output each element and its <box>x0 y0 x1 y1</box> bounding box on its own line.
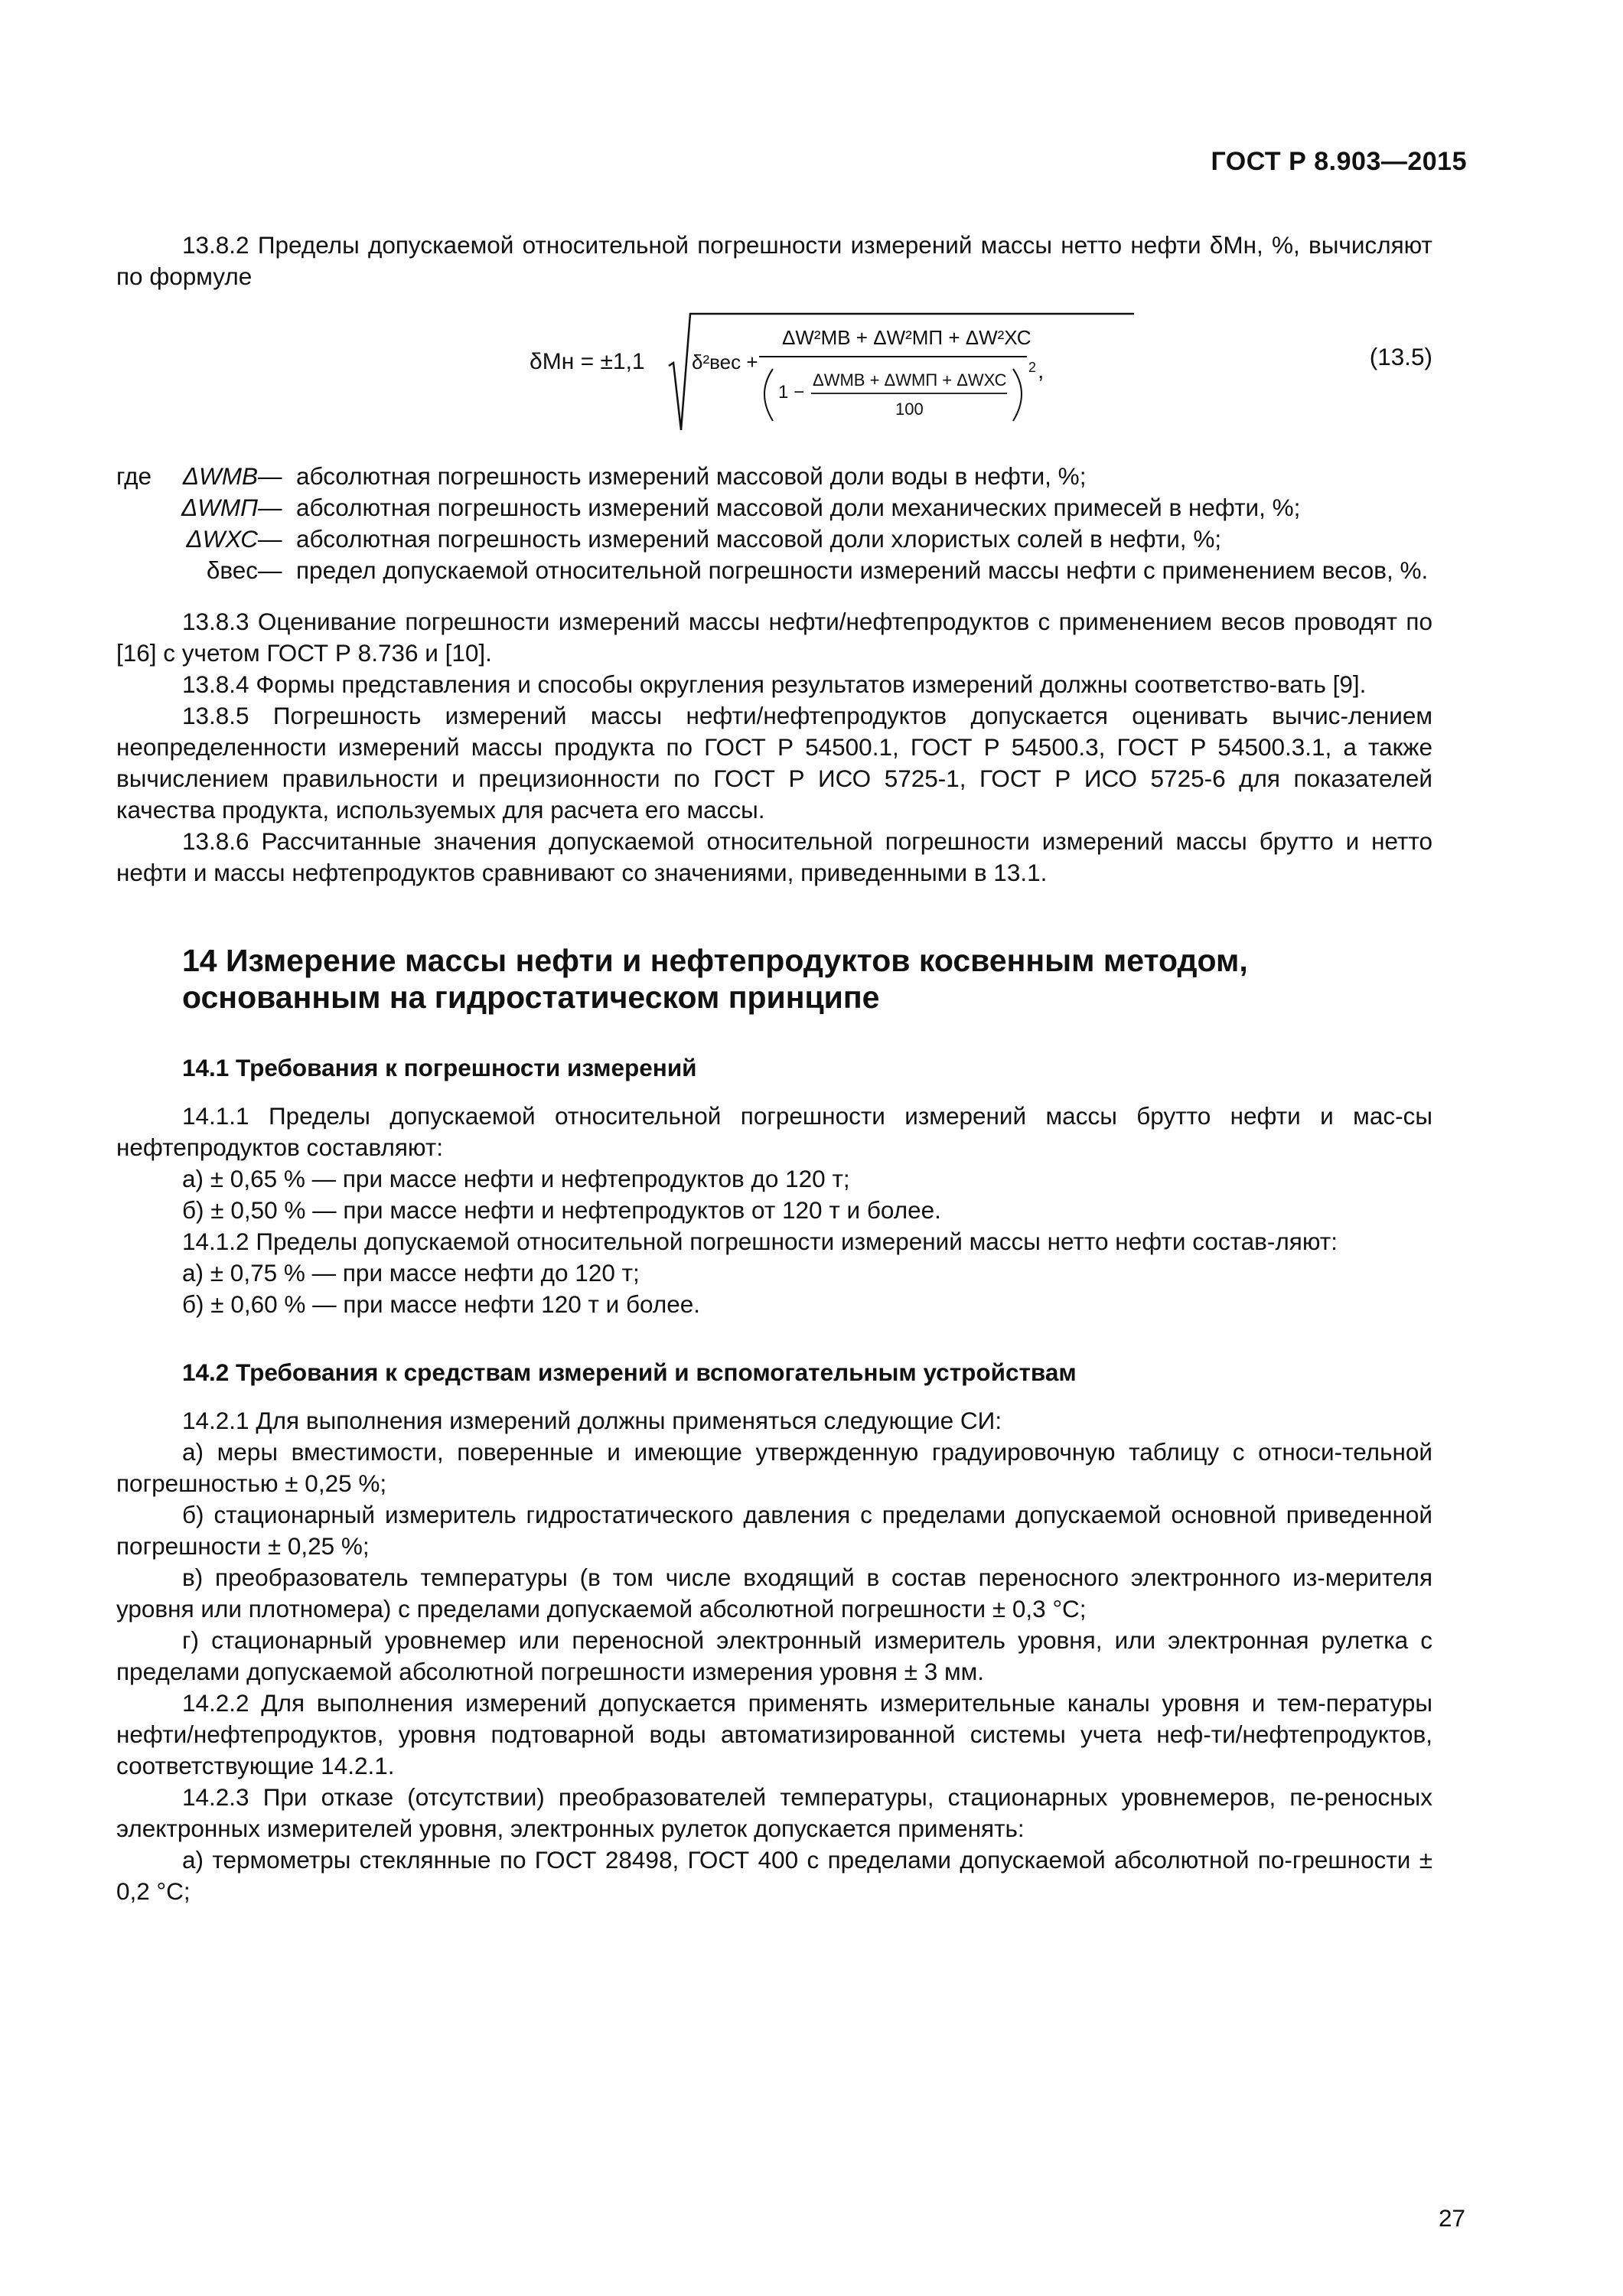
formula-inner-denominator: 100 <box>895 400 924 419</box>
left-paren <box>764 369 773 421</box>
page-content <box>116 230 1432 1907</box>
list-item: б) ± 0,60 % — при массе нефти 120 т и более. <box>182 1290 701 1318</box>
formula-13-5 <box>116 298 1432 444</box>
where-item <box>116 492 1432 523</box>
paragraph-13-8-2: 13.8.2 Пределы допускаемой относительной погрешности измерений массы нетто нефти δMн, %, вычисляют по формуле <box>116 231 1432 290</box>
formula-inner-numerator: ΔWМВ + ΔWМП + ΔWХС <box>813 370 1007 390</box>
document-code-header: ГОСТ Р 8.903—2015 <box>1211 147 1467 176</box>
formula-number: (13.5) <box>1369 343 1432 370</box>
list-item: б) стационарный измеритель гидростатического давления с пределами допускаемой основной приведенной погрешности ± 0,25 %; <box>116 1501 1432 1560</box>
list-item: б) ± 0,50 % — при массе нефти и нефтепродуктов от 120 т и более. <box>182 1196 941 1224</box>
list-item: г) стационарный уровнемер или переносной электронный измеритель уровня, или электронная рулетка с пределами допускаемой абсолютной погрешности измерения уровня ± 3 мм. <box>116 1626 1432 1685</box>
where-dash: — <box>258 525 282 553</box>
where-text: абсолютная погрешность измерений массовой доли механических примесей в нефти, %; <box>296 494 1301 521</box>
paragraph-14-2-3: 14.2.3 При отказе (отсутствии) преобразователей температуры, стационарных уровнемеров, пе-реносных электронных измерителей уровня, электронных рулеток допускается применять: <box>116 1783 1432 1842</box>
list-item: а) ± 0,65 % — при массе нефти и нефтепродуктов до 120 т; <box>182 1165 850 1192</box>
formula-lhs: δMн = ±1,1 <box>530 349 645 374</box>
where-symbol: ΔWМП <box>181 494 258 521</box>
where-item <box>116 461 1432 492</box>
paragraph-13-8-4: 13.8.4 Формы представления и способы округления результатов измерений должны соответство-вать [9]. <box>182 670 1367 698</box>
list-item: а) термометры стеклянные по ГОСТ 28498, ГОСТ 400 с пределами допускаемой абсолютной по-грешности ± 0,2 °С; <box>116 1846 1432 1905</box>
page-number: 27 <box>1438 2204 1465 2232</box>
where-dash: — <box>258 494 282 521</box>
where-dash: — <box>258 462 282 490</box>
formula-square: 2 <box>1028 360 1037 375</box>
paragraph-13-8-3: 13.8.3 Оценивание погрешности измерений массы нефти/нефтепродуктов с применением весов проводят по [16] с учетом ГОСТ Р 8.736 и [10]. <box>116 608 1432 667</box>
where-item <box>116 555 1432 586</box>
subsection-14-2-heading: 14.2 Требования к средствам измерений и вспомогательным устройствам <box>182 1358 1077 1386</box>
list-item: а) меры вместимости, поверенные и имеющие утвержденную градуировочную таблицу с относи-тельной погрешностью ± 0,25 %; <box>116 1438 1432 1497</box>
right-paren <box>1013 369 1022 421</box>
paragraph-14-2-1: 14.2.1 Для выполнения измерений должны применяться следующие СИ: <box>182 1407 1002 1434</box>
paragraph-14-1-2: 14.1.2 Пределы допускаемой относительной погрешности измерений массы нетто нефти состав-ляют: <box>182 1228 1338 1255</box>
where-list <box>116 461 1432 586</box>
section-14-heading: 14 Измерение массы нефти и нефтепродуктов косвенным методом, основанным на гидростатическом принципе <box>182 943 1248 1015</box>
where-dash: — <box>258 556 282 584</box>
list-item: а) ± 0,75 % — при массе нефти до 120 т; <box>182 1259 640 1287</box>
formula-delta-ves: δ²вес + <box>692 351 758 373</box>
where-symbol: δвес <box>206 556 258 584</box>
where-text: предел допускаемой относительной погрешности измерений массы нефти с применением весов, %. <box>296 556 1429 584</box>
paragraph-13-8-6: 13.8.6 Рассчитанные значения допускаемой относительной погрешности измерений массы брутто и нетто нефти и массы нефтепродуктов сравнивают со значениями, приведенными в 13.1. <box>116 827 1432 886</box>
where-item <box>116 523 1432 555</box>
where-text: абсолютная погрешность измерений массовой доли воды в нефти, %; <box>296 462 1087 490</box>
where-label: где <box>116 462 152 490</box>
formula-numerator: ΔW²МВ + ΔW²МП + ΔW²ХС <box>782 326 1031 349</box>
formula-graphic <box>530 298 1142 436</box>
where-text: абсолютная погрешность измерений массовой доли хлористых солей в нефти, %; <box>296 525 1222 553</box>
subsection-14-1-heading: 14.1 Требования к погрешности измерений <box>182 1054 697 1081</box>
paragraph-14-2-2: 14.2.2 Для выполнения измерений допускается применять измерительные каналы уровня и тем-пературы нефти/нефтепродуктов, уровня подтоварной воды автоматизированной системы учета неф-ти/нефтепродуктов, соответствующие 14.2.1. <box>116 1689 1432 1779</box>
where-symbol: ΔWМВ <box>182 462 258 490</box>
formula-one-minus: 1 − <box>778 382 805 403</box>
list-item: в) преобразователь температуры (в том числе входящий в состав переносного электронного из-мерителя уровня или плотномера) с пределами допускаемой абсолютной погрешности ± 0,3 °С; <box>116 1564 1432 1623</box>
formula-comma: , <box>1038 358 1045 383</box>
paragraph-13-8-5: 13.8.5 Погрешность измерений массы нефти/нефтепродуктов допускается оценивать вычис-лением неопределенности измерений массы продукта по ГОСТ Р 54500.1, ГОСТ Р 54500.3, ГОСТ Р 54500.3.1, а также вычислением правильности и прецизионности по ГОСТ Р ИСО 5725-1, ГОСТ Р ИСО 5725-6 для показателей качества продукта, используемых для расчета его массы. <box>116 702 1432 823</box>
where-symbol: ΔWХС <box>186 525 258 553</box>
paragraph-14-1-1: 14.1.1 Пределы допускаемой относительной погрешности измерений массы брутто нефти и мас-сы нефтепродуктов составляют: <box>116 1102 1432 1161</box>
